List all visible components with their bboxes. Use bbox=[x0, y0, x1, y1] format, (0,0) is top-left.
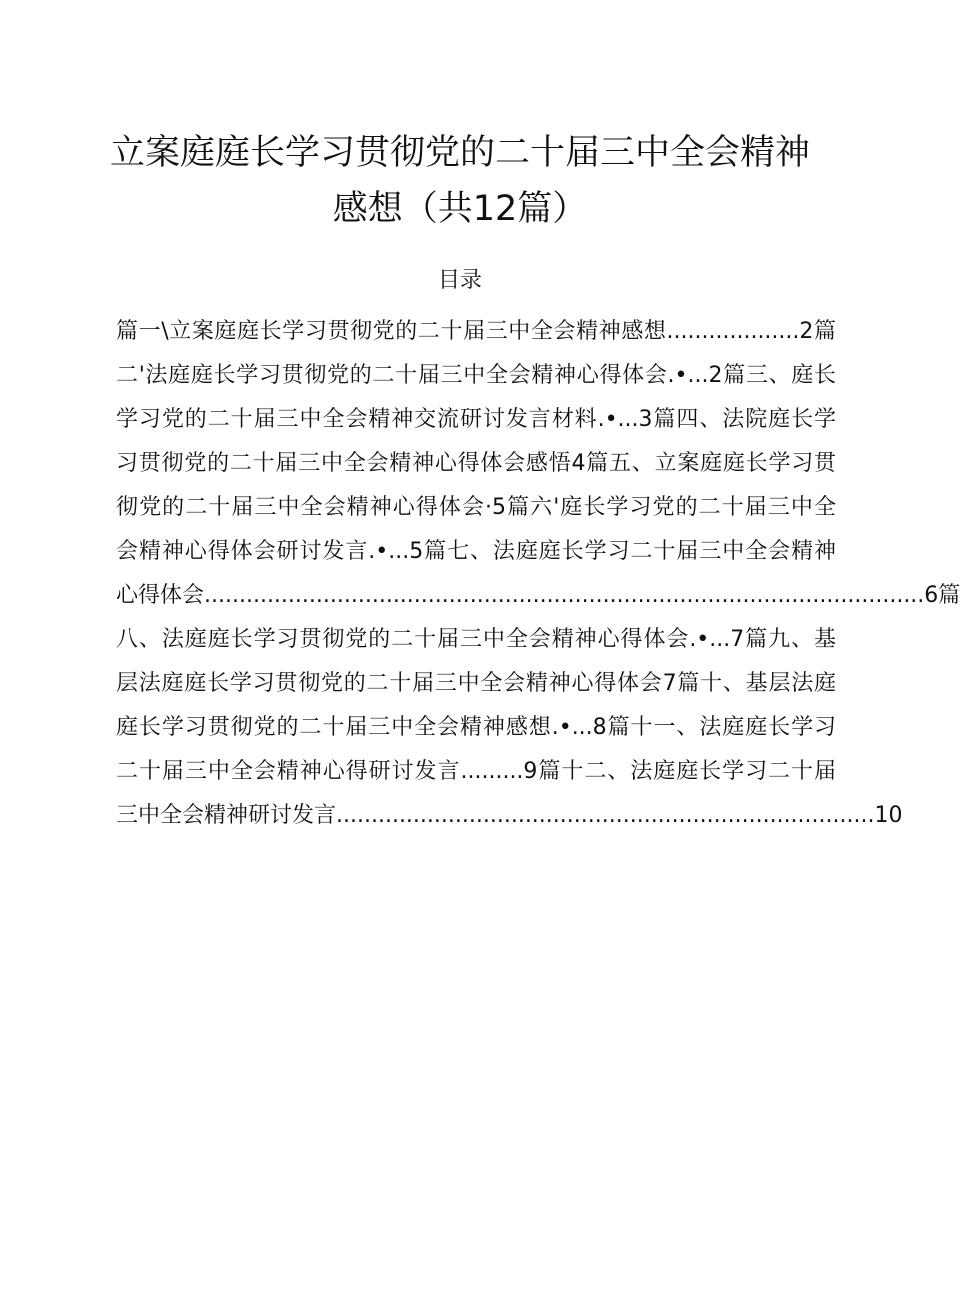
toc-line: 二'法庭庭长学习贯彻党的二十届三中全会精神心得体会.•...2篇三、庭长 bbox=[116, 363, 836, 388]
title-line-1: 立案庭庭长学习贯彻党的二十届三中全会精神 bbox=[109, 133, 810, 173]
toc-heading: 目录 bbox=[437, 268, 482, 293]
toc-line: 习贯彻党的二十届三中全会精神心得体会感悟4篇五、立案庭庭长学习贯 bbox=[116, 451, 836, 476]
toc-line: 庭长学习贯彻党的二十届三中全会精神感想.•...8篇十一、法庭庭长学习 bbox=[116, 715, 836, 740]
toc-line: 学习党的二十届三中全会精神交流研讨发言材料.•...3篇四、法院庭长学 bbox=[116, 407, 836, 432]
table-of-contents bbox=[116, 313, 960, 841]
toc-line: 二十届三中全会精神心得研讨发言.........9篇十二、法庭庭长学习二十届 bbox=[116, 759, 836, 784]
toc-line: 八、法庭庭长学习贯彻党的二十届三中全会精神心得体会.•...7篇九、基 bbox=[116, 627, 836, 652]
title-line-2: 感想（共12篇） bbox=[332, 189, 588, 229]
document-title bbox=[0, 128, 920, 234]
toc-line: 三中全会精神研讨发言.............................................................................10 bbox=[116, 803, 903, 828]
toc-line: 会精神心得体会研讨发言.•...5篇七、法庭庭长学习二十届三中全会精神 bbox=[116, 539, 836, 564]
toc-line: 心得体会.......................................................................................................6篇 bbox=[116, 583, 960, 608]
toc-line: 层法庭庭长学习贯彻党的二十届三中全会精神心得体会7篇十、基层法庭 bbox=[116, 671, 836, 696]
toc-line: 彻党的二十届三中全会精神心得体会·5篇六'庭长学习党的二十届三中全 bbox=[116, 495, 836, 520]
toc-line: 篇一\立案庭庭长学习贯彻党的二十届三中全会精神感想...................2篇 bbox=[116, 319, 836, 344]
